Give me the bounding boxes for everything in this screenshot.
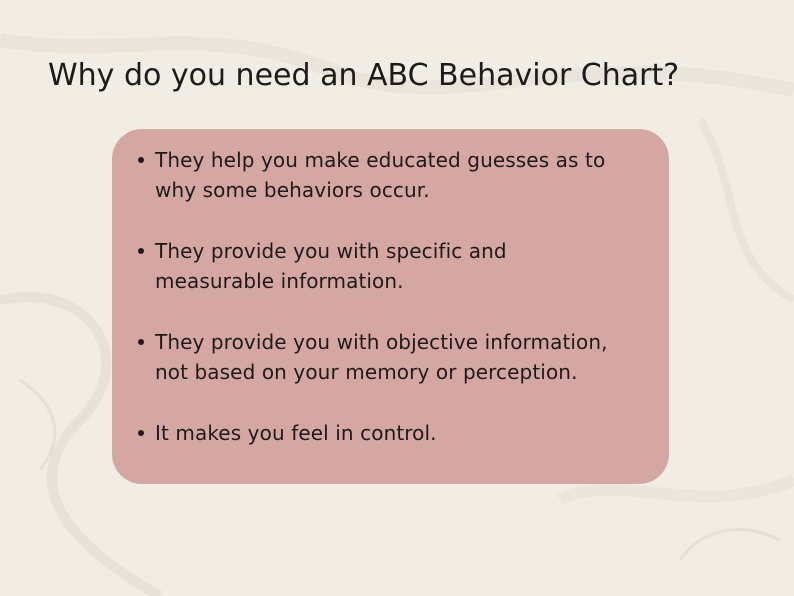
page-title: Why do you need an ABC Behavior Chart? — [48, 58, 680, 93]
bullet-list — [136, 145, 676, 479]
bullet-dot-icon — [138, 339, 144, 345]
bullet-line: why some behaviors occur. — [155, 178, 430, 202]
bullet-dot-icon — [138, 248, 144, 254]
bullet-line: not based on your memory or perception. — [155, 360, 578, 384]
bullet-dot-icon — [138, 430, 144, 436]
list-item — [136, 236, 676, 296]
bullet-line: It makes you feel in control. — [155, 421, 437, 445]
list-item — [136, 145, 676, 205]
bullet-line: They help you make educated guesses as to — [155, 148, 606, 172]
list-item — [136, 327, 676, 387]
bullet-line: measurable information. — [155, 269, 404, 293]
bullet-dot-icon — [138, 157, 144, 163]
bullet-line: They provide you with objective information, — [155, 330, 608, 354]
bullet-line: They provide you with specific and — [155, 239, 507, 263]
bullet-card — [112, 129, 669, 484]
list-item — [136, 418, 676, 448]
